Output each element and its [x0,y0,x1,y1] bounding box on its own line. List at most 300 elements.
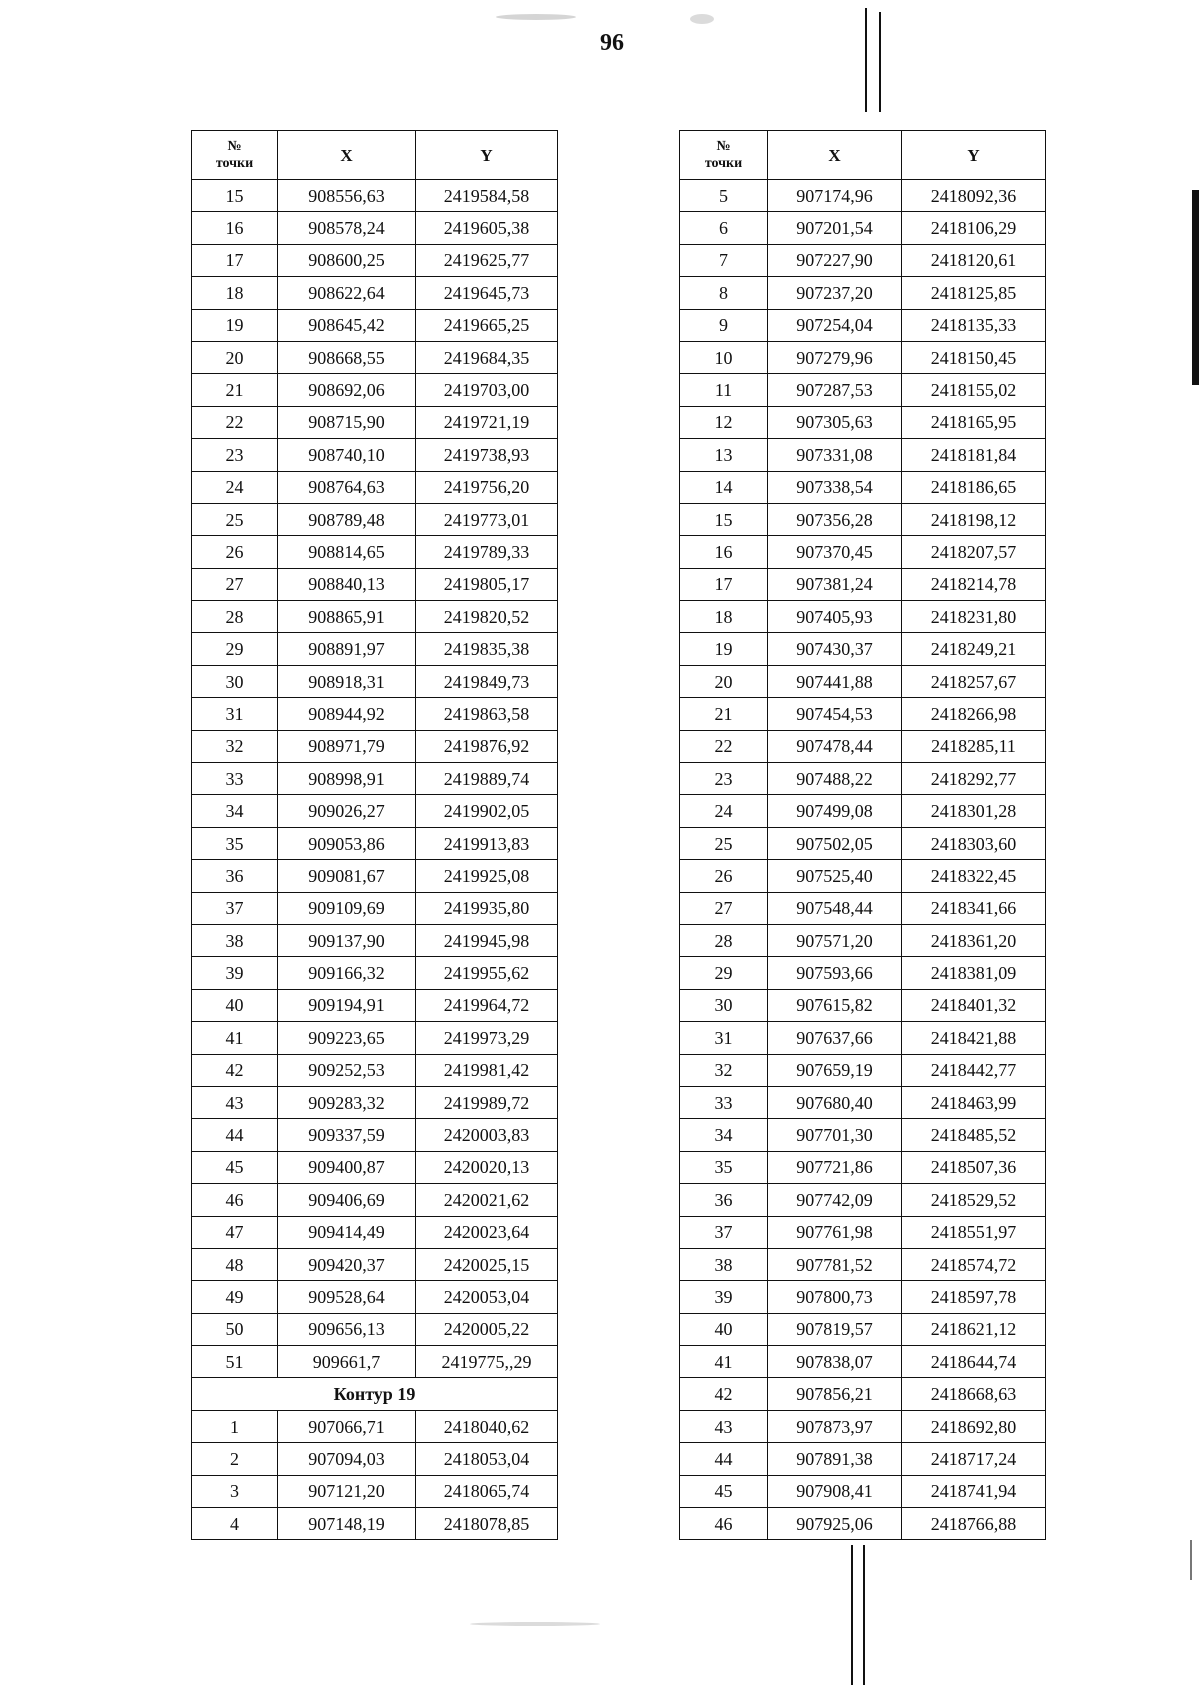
y-coordinate-cell: 2419913,83 [416,827,558,859]
table-row [192,989,558,1021]
point-number-cell: 24 [192,471,278,503]
point-number-cell: 10 [680,341,768,373]
x-coordinate-cell: 907548,44 [768,892,902,924]
x-coordinate-cell: 907478,44 [768,730,902,762]
y-coordinate-cell: 2418692,80 [902,1410,1046,1442]
point-number-cell: 28 [192,601,278,633]
point-number-cell: 43 [192,1086,278,1118]
table-row [680,1410,1046,1442]
y-coordinate-cell: 2419775,,29 [416,1346,558,1378]
table-row [192,471,558,503]
y-coordinate-cell: 2418303,60 [902,827,1046,859]
table-row [680,277,1046,309]
table-row [192,665,558,697]
table-row [192,924,558,956]
point-number-cell: 47 [192,1216,278,1248]
x-coordinate-cell: 909194,91 [278,989,416,1021]
x-coordinate-cell: 909109,69 [278,892,416,924]
point-number-cell: 33 [680,1086,768,1118]
y-coordinate-cell: 2418421,88 [902,1022,1046,1054]
scan-speck [496,14,576,20]
point-number-cell: 13 [680,439,768,471]
x-coordinate-cell: 907287,53 [768,374,902,406]
table-row [680,212,1046,244]
point-number-cell: 33 [192,763,278,795]
point-number-cell: 35 [192,827,278,859]
y-coordinate-cell: 2419773,01 [416,503,558,535]
table-row [192,633,558,665]
point-number-cell: 20 [680,665,768,697]
y-coordinate-cell: 2418065,74 [416,1475,558,1507]
point-number-cell: 17 [192,244,278,276]
x-coordinate-cell: 909528,64 [278,1281,416,1313]
table-row [680,633,1046,665]
point-number-cell: 27 [680,892,768,924]
point-number-cell: 7 [680,244,768,276]
y-coordinate-cell: 2420053,04 [416,1281,558,1313]
x-coordinate-cell: 908789,48 [278,503,416,535]
point-number-cell: 39 [680,1281,768,1313]
x-coordinate-cell: 907925,06 [768,1508,902,1540]
y-coordinate-cell: 2419805,17 [416,568,558,600]
y-coordinate-cell: 2419981,42 [416,1054,558,1086]
table-row [192,536,558,568]
y-coordinate-cell: 2418257,67 [902,665,1046,697]
table-row [680,439,1046,471]
y-coordinate-cell: 2419935,80 [416,892,558,924]
table-row [680,957,1046,989]
x-coordinate-cell: 909166,32 [278,957,416,989]
point-number-cell: 16 [192,212,278,244]
y-coordinate-cell: 2419964,72 [416,989,558,1021]
table-row [680,1378,1046,1410]
point-number-cell: 20 [192,341,278,373]
y-coordinate-cell: 2418155,02 [902,374,1046,406]
table-row [680,730,1046,762]
table-row [680,860,1046,892]
x-coordinate-cell: 908645,42 [278,309,416,341]
table-row [680,536,1046,568]
table-row [680,1022,1046,1054]
y-coordinate-cell: 2418766,88 [902,1508,1046,1540]
point-number-cell: 46 [680,1508,768,1540]
y-coordinate-cell: 2418292,77 [902,763,1046,795]
point-number-cell: 41 [192,1022,278,1054]
point-number-cell: 12 [680,406,768,438]
y-coordinate-cell: 2418120,61 [902,244,1046,276]
x-coordinate-cell: 907279,96 [768,341,902,373]
y-coordinate-cell: 2418150,45 [902,341,1046,373]
table-row [192,277,558,309]
x-coordinate-cell: 909337,59 [278,1119,416,1151]
x-coordinate-cell: 907121,20 [278,1475,416,1507]
x-coordinate-cell: 907615,82 [768,989,902,1021]
y-coordinate-cell: 2418301,28 [902,795,1046,827]
x-coordinate-cell: 907908,41 [768,1475,902,1507]
y-coordinate-cell: 2419703,00 [416,374,558,406]
point-number-cell: 38 [680,1248,768,1280]
point-number-cell: 46 [192,1184,278,1216]
point-number-cell: 11 [680,374,768,406]
x-coordinate-cell: 907891,38 [768,1443,902,1475]
table-row [680,1475,1046,1507]
point-number-cell: 35 [680,1151,768,1183]
x-coordinate-cell: 908715,90 [278,406,416,438]
y-coordinate-cell: 2419738,93 [416,439,558,471]
table-row [680,1443,1046,1475]
table-row [192,1151,558,1183]
point-number-cell: 51 [192,1346,278,1378]
point-number-cell: 2 [192,1443,278,1475]
y-coordinate-cell: 2419955,62 [416,957,558,989]
x-coordinate-cell: 907227,90 [768,244,902,276]
y-coordinate-cell: 2418485,52 [902,1119,1046,1151]
table-row [680,244,1046,276]
table-row [192,1216,558,1248]
y-coordinate-cell: 2419925,08 [416,860,558,892]
point-number-header [680,131,768,180]
y-coordinate-cell: 2419645,73 [416,277,558,309]
y-coordinate-cell: 2418198,12 [902,503,1046,535]
scan-edge-line [879,12,881,112]
table-row [680,568,1046,600]
point-number-cell: 38 [192,924,278,956]
point-number-cell: 22 [192,406,278,438]
x-coordinate-cell: 907370,45 [768,536,902,568]
y-coordinate-cell: 2418078,85 [416,1508,558,1540]
table-row [192,730,558,762]
x-coordinate-cell: 909406,69 [278,1184,416,1216]
table-row [192,1313,558,1345]
y-coordinate-cell: 2419849,73 [416,665,558,697]
x-coordinate-cell: 907571,20 [768,924,902,956]
table-row [680,1086,1046,1118]
point-number-cell: 5 [680,180,768,212]
point-number-cell: 39 [192,957,278,989]
point-number-cell: 30 [680,989,768,1021]
y-coordinate-cell: 2418214,78 [902,568,1046,600]
y-coordinate-cell: 2419989,72 [416,1086,558,1118]
y-coordinate-cell: 2418361,20 [902,924,1046,956]
y-coordinate-cell: 2418285,11 [902,730,1046,762]
point-number-cell: 26 [192,536,278,568]
table-row [680,1248,1046,1280]
table-row [192,795,558,827]
point-number-cell: 24 [680,795,768,827]
table-row [680,309,1046,341]
point-number-cell: 40 [680,1313,768,1345]
y-coordinate-cell: 2419863,58 [416,698,558,730]
table-row [680,1151,1046,1183]
point-number-cell: 29 [680,957,768,989]
y-coordinate-cell: 2418463,99 [902,1086,1046,1118]
point-number-cell: 37 [680,1216,768,1248]
x-coordinate-cell: 909283,32 [278,1086,416,1118]
point-number-cell: 41 [680,1346,768,1378]
x-coordinate-cell: 909414,49 [278,1216,416,1248]
point-number-header-label: точки [215,156,254,171]
y-coordinate-cell: 2418381,09 [902,957,1046,989]
y-coordinate-cell: 2419584,58 [416,180,558,212]
section-title: Контур 19 [192,1378,558,1410]
x-coordinate-cell: 907237,20 [768,277,902,309]
coordinates-table-left [191,130,558,1540]
table-row [680,1346,1046,1378]
table-row [192,1086,558,1118]
y-coordinate-cell: 2418165,95 [902,406,1046,438]
y-coordinate-cell: 2418507,36 [902,1151,1046,1183]
table-row [680,924,1046,956]
x-coordinate-cell: 907781,52 [768,1248,902,1280]
x-coordinate-cell: 909400,87 [278,1151,416,1183]
x-coordinate-cell: 907305,63 [768,406,902,438]
x-coordinate-cell: 908600,25 [278,244,416,276]
y-coordinate-cell: 2420023,64 [416,1216,558,1248]
point-number-cell: 19 [680,633,768,665]
point-number-cell: 3 [192,1475,278,1507]
y-coordinate-cell: 2418125,85 [902,277,1046,309]
y-coordinate-cell: 2418231,80 [902,601,1046,633]
x-coordinate-cell: 908840,13 [278,568,416,600]
table-row [680,1313,1046,1345]
x-coordinate-cell: 909223,65 [278,1022,416,1054]
y-coordinate-cell: 2418341,66 [902,892,1046,924]
x-coordinate-cell: 907838,07 [768,1346,902,1378]
point-number-cell: 14 [680,471,768,503]
x-coordinate-cell: 907454,53 [768,698,902,730]
table-header-row [680,131,1046,180]
y-coordinate-cell: 2419789,33 [416,536,558,568]
point-number-cell: 25 [192,503,278,535]
point-number-header [192,131,278,180]
x-coordinate-cell: 907659,19 [768,1054,902,1086]
y-coordinate-cell: 2419902,05 [416,795,558,827]
x-coordinate-cell: 907381,24 [768,568,902,600]
point-number-cell: 37 [192,892,278,924]
scan-edge-line [1192,190,1199,385]
y-coordinate-cell: 2419665,25 [416,309,558,341]
point-number-cell: 4 [192,1508,278,1540]
y-coordinate-cell: 2418529,52 [902,1184,1046,1216]
y-coordinate-cell: 2418181,84 [902,439,1046,471]
table-header-row [192,131,558,180]
table-row [192,212,558,244]
table-row [192,341,558,373]
point-number-cell: 21 [192,374,278,406]
scan-edge-line [851,1545,853,1685]
table-row [192,568,558,600]
point-number-cell: 31 [680,1022,768,1054]
table-row [680,601,1046,633]
x-header: X [768,131,902,180]
point-number-cell: 26 [680,860,768,892]
point-number-cell: 44 [680,1443,768,1475]
point-number-cell: 32 [680,1054,768,1086]
x-coordinate-cell: 908740,10 [278,439,416,471]
table-row [192,1443,558,1475]
x-coordinate-cell: 909137,90 [278,924,416,956]
y-coordinate-cell: 2418207,57 [902,536,1046,568]
point-number-cell: 17 [680,568,768,600]
y-coordinate-cell: 2419721,19 [416,406,558,438]
y-coordinate-cell: 2419835,38 [416,633,558,665]
x-header: X [278,131,416,180]
x-coordinate-cell: 907680,40 [768,1086,902,1118]
y-coordinate-cell: 2420005,22 [416,1313,558,1345]
scan-edge-line [865,8,867,112]
y-coordinate-cell: 2419945,98 [416,924,558,956]
table-row [680,665,1046,697]
point-number-cell: 43 [680,1410,768,1442]
x-coordinate-cell: 907502,05 [768,827,902,859]
table-row [192,1346,558,1378]
point-number-cell: 42 [680,1378,768,1410]
table-row [680,1054,1046,1086]
y-coordinate-cell: 2418717,24 [902,1443,1046,1475]
y-coordinate-cell: 2418135,33 [902,309,1046,341]
table-row [680,827,1046,859]
table-row [192,374,558,406]
y-coordinate-cell: 2419973,29 [416,1022,558,1054]
point-number-cell: 36 [680,1184,768,1216]
x-coordinate-cell: 908622,64 [278,277,416,309]
y-coordinate-cell: 2418621,12 [902,1313,1046,1345]
x-coordinate-cell: 907856,21 [768,1378,902,1410]
table-row [192,1508,558,1540]
x-coordinate-cell: 907721,86 [768,1151,902,1183]
x-coordinate-cell: 908814,65 [278,536,416,568]
table-row [192,1281,558,1313]
table-row [680,698,1046,730]
x-coordinate-cell: 907254,04 [768,309,902,341]
point-number-cell: 36 [192,860,278,892]
y-coordinate-cell: 2420025,15 [416,1248,558,1280]
x-coordinate-cell: 907637,66 [768,1022,902,1054]
y-coordinate-cell: 2419889,74 [416,763,558,795]
x-coordinate-cell: 908764,63 [278,471,416,503]
table-row [192,406,558,438]
x-coordinate-cell: 907761,98 [768,1216,902,1248]
x-coordinate-cell: 907094,03 [278,1443,416,1475]
y-coordinate-cell: 2418442,77 [902,1054,1046,1086]
x-coordinate-cell: 909081,67 [278,860,416,892]
point-number-cell: 9 [680,309,768,341]
x-coordinate-cell: 909252,53 [278,1054,416,1086]
table-row [192,601,558,633]
point-number-cell: 45 [680,1475,768,1507]
y-coordinate-cell: 2418092,36 [902,180,1046,212]
x-coordinate-cell: 908556,63 [278,180,416,212]
x-coordinate-cell: 907800,73 [768,1281,902,1313]
point-number-cell: 44 [192,1119,278,1151]
table-row [680,374,1046,406]
table-row [680,503,1046,535]
table-row [680,180,1046,212]
point-number-cell: 48 [192,1248,278,1280]
y-coordinate-cell: 2418668,63 [902,1378,1046,1410]
table-row [680,406,1046,438]
y-coordinate-cell: 2418597,78 [902,1281,1046,1313]
table-row [192,309,558,341]
point-number-cell: 6 [680,212,768,244]
point-number-cell: 34 [192,795,278,827]
point-number-cell: 15 [680,503,768,535]
x-coordinate-cell: 907488,22 [768,763,902,795]
y-header: Y [416,131,558,180]
x-coordinate-cell: 908891,97 [278,633,416,665]
point-number-cell: 50 [192,1313,278,1345]
scan-speck [470,1622,600,1626]
point-number-header-symbol: № [227,138,242,154]
x-coordinate-cell: 907873,97 [768,1410,902,1442]
table-row [192,827,558,859]
table-row [680,1216,1046,1248]
table-row [192,1475,558,1507]
x-coordinate-cell: 907525,40 [768,860,902,892]
y-coordinate-cell: 2418106,29 [902,212,1046,244]
x-coordinate-cell: 909661,7 [278,1346,416,1378]
y-coordinate-cell: 2419625,77 [416,244,558,276]
table-row [192,763,558,795]
point-number-cell: 15 [192,180,278,212]
x-coordinate-cell: 907742,09 [768,1184,902,1216]
point-number-cell: 19 [192,309,278,341]
x-coordinate-cell: 908918,31 [278,665,416,697]
point-number-cell: 18 [680,601,768,633]
table-row [192,860,558,892]
x-coordinate-cell: 908692,06 [278,374,416,406]
x-coordinate-cell: 907593,66 [768,957,902,989]
table-row [680,1508,1046,1540]
y-coordinate-cell: 2420021,62 [416,1184,558,1216]
point-number-cell: 18 [192,277,278,309]
x-coordinate-cell: 907701,30 [768,1119,902,1151]
table-row [192,1248,558,1280]
table-row [192,957,558,989]
y-coordinate-cell: 2418322,45 [902,860,1046,892]
point-number-cell: 23 [192,439,278,471]
page-number: 96 [600,30,624,56]
point-number-cell: 28 [680,924,768,956]
table-row [192,1410,558,1442]
x-coordinate-cell: 909053,86 [278,827,416,859]
x-coordinate-cell: 907338,54 [768,471,902,503]
point-number-header-label: точки [704,156,743,171]
table-row [680,763,1046,795]
scan-edge-line [1190,1540,1192,1580]
point-number-cell: 27 [192,568,278,600]
y-coordinate-cell: 2418551,97 [902,1216,1046,1248]
x-coordinate-cell: 908668,55 [278,341,416,373]
x-coordinate-cell: 907066,71 [278,1410,416,1442]
x-coordinate-cell: 908865,91 [278,601,416,633]
point-number-cell: 29 [192,633,278,665]
point-number-cell: 32 [192,730,278,762]
point-number-cell: 45 [192,1151,278,1183]
x-coordinate-cell: 908998,91 [278,763,416,795]
y-coordinate-cell: 2418574,72 [902,1248,1046,1280]
x-coordinate-cell: 907148,19 [278,1508,416,1540]
x-coordinate-cell: 907819,57 [768,1313,902,1345]
y-coordinate-cell: 2419756,20 [416,471,558,503]
table-row [192,892,558,924]
point-number-cell: 31 [192,698,278,730]
table-row [680,1281,1046,1313]
x-coordinate-cell: 907201,54 [768,212,902,244]
point-number-cell: 16 [680,536,768,568]
table-row [192,439,558,471]
table-row [192,244,558,276]
